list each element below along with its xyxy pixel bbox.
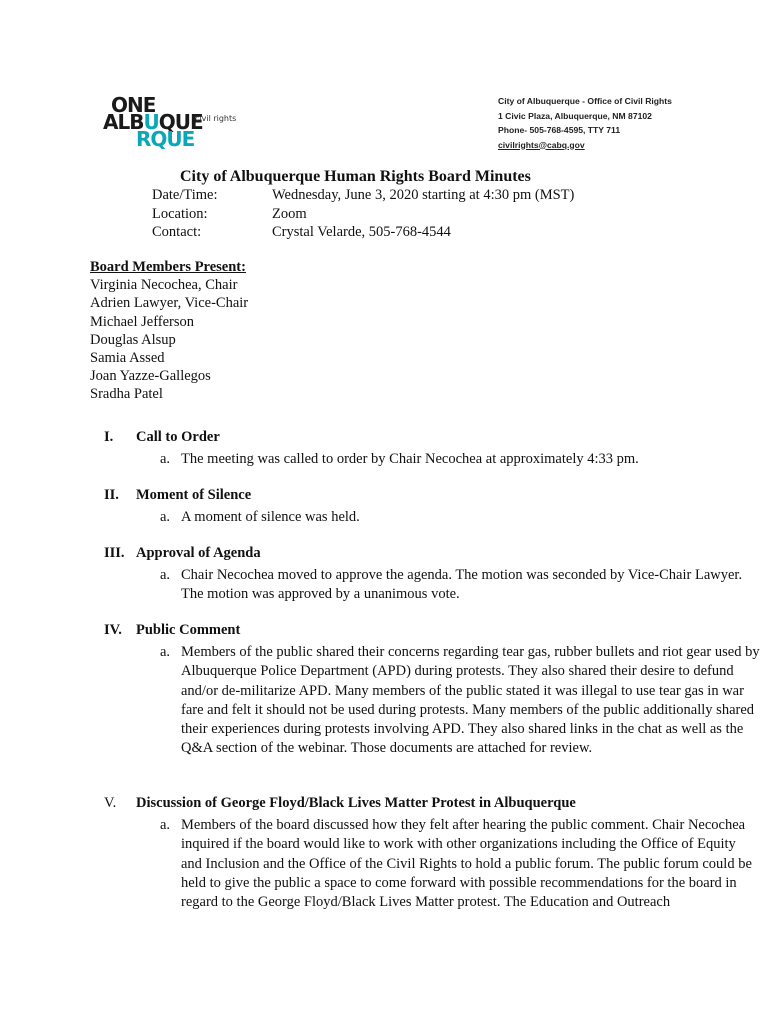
section-number: I. [104,429,114,445]
section-number: V. [104,795,117,811]
section-heading: Approval of Agenda [136,545,261,561]
logo-word-one: ONE [111,93,156,117]
meta-value: Wednesday, June 3, 2020 starting at 4:30 pm (MST) [272,187,575,203]
section-heading: Public Comment [136,622,241,638]
member-item: Adrien Lawyer, Vice-Chair [90,295,249,312]
meta-row-datetime [152,186,574,205]
section-item [160,450,760,469]
meta-label: Contact: [152,224,202,240]
section-item [160,508,760,527]
meeting-details [152,186,574,242]
member-item: Michael Jefferson [90,313,195,330]
section-number: II. [104,487,119,503]
meta-label: Date/Time: [152,187,218,203]
meta-value: Crystal Velarde, 505-768-4544 [272,224,451,240]
item-text: Members of the board discussed how they felt after hearing the public comment. Chair Necochea inquired if the board would like to work with other organizations including the Office of Equity and Inclusion and the Office of the Civil Rights to hold a public forum. The public forum could be held to give the public a space to come forward with possible recommendations for the board in regard to the George Floyd/Black Lives Matter protest. The Education and Outreach [181,817,752,911]
section-heading: Moment of Silence [136,487,252,503]
member-item: Douglas Alsup [90,331,176,348]
section-number: IV. [104,622,122,638]
document-title: City of Albuquerque Human Rights Board Minutes [180,168,531,185]
office-address: 1 Civic Plaza, Albuquerque, NM 87102 [498,110,652,121]
one-albuquerque-logo [103,93,273,151]
member-item: Virginia Necochea, Chair [90,277,238,294]
meta-row-contact [152,223,574,242]
meta-value: Zoom [272,205,307,222]
member-item: Sradha Patel [90,386,163,403]
section-item [160,816,760,912]
office-email-link[interactable]: civilrights@cabq.gov [498,139,585,150]
item-label: a. [160,567,171,583]
meta-label: Location: [152,205,208,222]
item-label: a. [160,451,171,467]
logo-word-rque: RQUE [136,127,195,151]
item-text: Chair Necochea moved to approve the agenda. The motion was seconded by Vice-Chair Lawyer. The motion was approved by a unanimous vote. [181,567,743,603]
logo-word-albuquerque: ALBUQUE [103,110,203,134]
section-item [160,566,760,605]
office-name: City of Albuquerque - Office of Civil Rights [498,96,672,106]
board-members-present [90,258,248,404]
member-item: Samia Assed [90,350,165,367]
meta-row-location [152,205,574,224]
item-text: Members of the public shared their concerns regarding tear gas, rubber bullets and riot gear used by Albuquerque Police Department (APD) during protests. They also shared their desire to defund and/or de-militarize APD. Many members of the public stated it was illegal to use tear gas in war fare and felt it should not be used during protests. Many members of the public additionally shared their experiences during protests involving APD. They also shared links in the chat as well as the Q&A section of the webinar. Those documents are attached for review. [181,644,760,757]
section-heading: Call to Order [136,429,220,445]
item-label: a. [160,509,171,525]
logo-tagline: civil rights [195,114,237,123]
item-label: a. [160,644,171,660]
item-text: A moment of silence was held. [181,509,360,525]
section-number: III. [104,545,125,561]
item-text: The meeting was called to order by Chair Necochea at approximately 4:33 pm. [181,451,639,467]
members-heading: Board Members Present: [90,259,246,275]
office-phone: Phone- 505-768-4595, TTY 711 [498,125,621,135]
member-item: Joan Yazze-Gallegos [90,368,211,385]
section-heading: Discussion of George Floyd/Black Lives Matter Protest in Albuquerque [136,795,576,811]
item-label: a. [160,817,171,833]
section-item [160,643,760,759]
office-contact-block [498,94,672,152]
